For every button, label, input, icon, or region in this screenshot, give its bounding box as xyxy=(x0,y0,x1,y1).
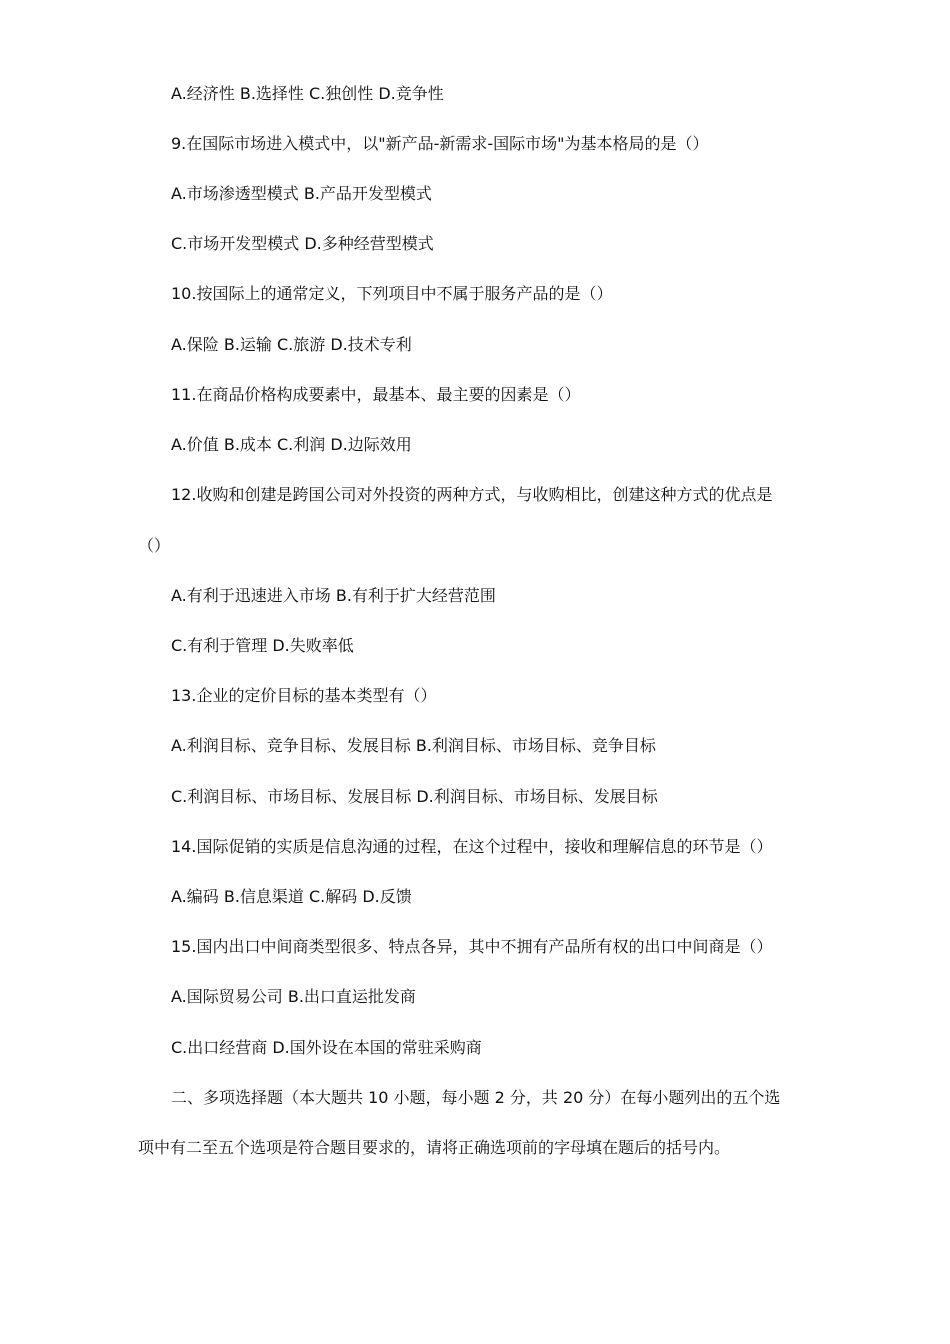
q11-stem: 11.在商品价格构成要素中，最基本、最主要的因素是（） xyxy=(171,385,581,404)
section2-heading-cont: 项中有二至五个选项是符合题目要求的，请将正确选项前的字母填在题后的括号内。 xyxy=(138,1138,731,1157)
q15-stem: 15.国内出口中间商类型很多、特点各异，其中不拥有产品所有权的出口中间商是（） xyxy=(171,937,773,956)
q10-stem: 10.按国际上的通常定义，下列项目中不属于服务产品的是（） xyxy=(171,284,613,303)
q12-stem: 12.收购和创建是跨国公司对外投资的两种方式，与收购相比，创建这种方式的优点是 xyxy=(171,485,773,504)
q13-options-ab: A.利润目标、竞争目标、发展目标 B.利润目标、市场目标、竞争目标 xyxy=(171,736,656,755)
q8-options: A.经济性 B.选择性 C.独创性 D.竞争性 xyxy=(171,84,444,103)
q14-stem: 14.国际促销的实质是信息沟通的过程，在这个过程中，接收和理解信息的环节是（） xyxy=(171,837,773,856)
q9-options-ab: A.市场渗透型模式 B.产品开发型模式 xyxy=(171,184,432,203)
q12-options-cd: C.有利于管理 D.失败率低 xyxy=(171,636,354,655)
q12-stem-cont: （） xyxy=(138,536,171,555)
q9-stem: 9.在国际市场进入模式中，以"新产品-新需求-国际市场"为基本格局的是（） xyxy=(171,134,709,153)
q15-options-cd: C.出口经营商 D.国外设在本国的常驻采购商 xyxy=(171,1038,482,1057)
section2-heading: 二、多项选择题（本大题共 10 小题，每小题 2 分，共 20 分）在每小题列出的五个选 xyxy=(171,1088,781,1107)
q13-stem: 13.企业的定价目标的基本类型有（） xyxy=(171,686,437,705)
q10-options: A.保险 B.运输 C.旅游 D.技术专利 xyxy=(171,335,412,354)
q13-options-cd: C.利润目标、市场目标、发展目标 D.利润目标、市场目标、发展目标 xyxy=(171,787,658,806)
q15-options-ab: A.国际贸易公司 B.出口直运批发商 xyxy=(171,987,416,1006)
q12-options-ab: A.有利于迅速进入市场 B.有利于扩大经营范围 xyxy=(171,586,496,605)
q14-options: A.编码 B.信息渠道 C.解码 D.反馈 xyxy=(171,887,412,906)
q11-options: A.价值 B.成本 C.利润 D.边际效用 xyxy=(171,435,412,454)
q9-options-cd: C.市场开发型模式 D.多种经营型模式 xyxy=(171,234,434,253)
